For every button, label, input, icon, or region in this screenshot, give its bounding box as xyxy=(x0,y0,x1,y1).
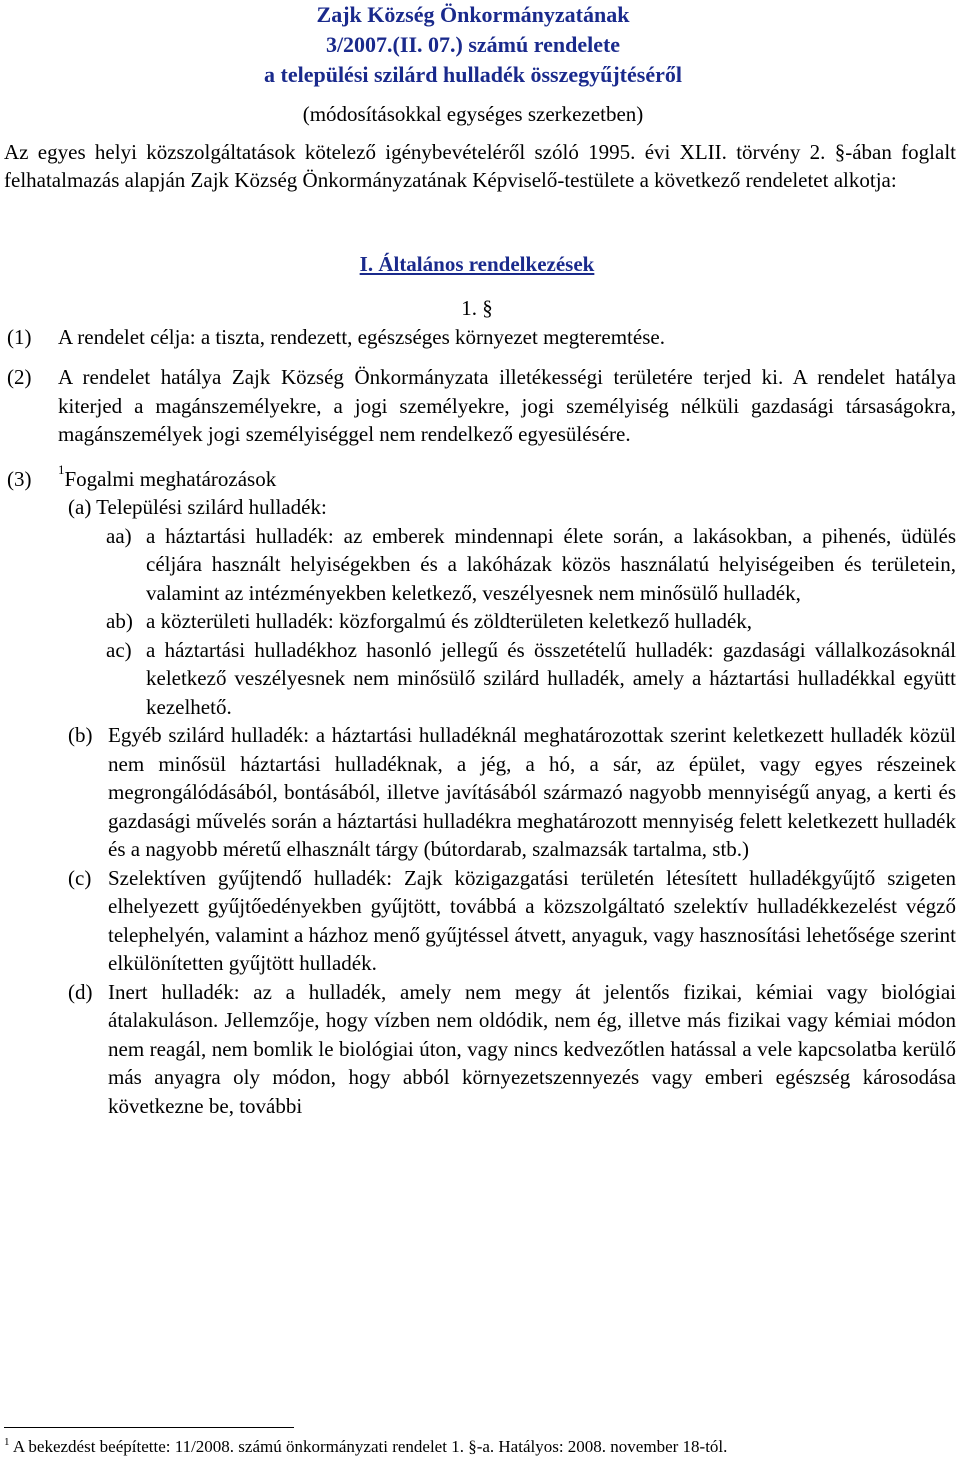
definition-b-label: (b) xyxy=(68,723,93,747)
definition-d-label: (d) xyxy=(68,979,93,1004)
paragraph-1 xyxy=(4,323,956,352)
definition-c-label: (c) xyxy=(68,865,92,890)
footnote-ref: 1 xyxy=(58,461,65,477)
document-page xyxy=(4,0,956,1120)
definition-b xyxy=(58,721,956,864)
definition-ac-text: a háztartási hulladékhoz hasonló jellegű és összetételű hulladék: gazdasági vállalkozásoknál keletkező veszélyesnek nem minősülő szilárd hulladék, amely a háztartási hulladékkal együtt kezelhető. xyxy=(146,637,956,719)
definition-d-text: Inert hulladék: az a hulladék, amely nem megy át jelentős fizikai, kémiai vagy biológiai átalakuláson. Jellemzője, hogy vízben nem oldódik, nem ég, illetve más fizikai vagy kémiai módon nem reagál, nem bomlik le biológiai úton, vagy nincs kedvezőtlen hatással a vele kapcsolatba kerülő más anyagra oly módon, hogy abból környezetszennyezés vagy emberi egészség károsodása következne be, további xyxy=(108,979,956,1118)
definition-ac xyxy=(58,636,956,722)
definition-d xyxy=(58,978,956,1121)
definition-aa-label: aa) xyxy=(106,523,132,548)
definition-c xyxy=(58,864,956,978)
footnote-number: 1 xyxy=(4,1436,10,1448)
definition-c-text: Szelektíven gyűjtendő hulladék: Zajk közigazgatási területén létesített hulladékgyűjtő szigeten elhelyezett gyűjtőedényekben gyűjtött, továbbá a közszolgáltató szelektív hulladékkezelést végző telephelyén, valamint a házhoz menő gyűjtéssel átvett, anyaguk, vagy hasznosítási lehetősége szerint elkülönítetten gyűjtött hulladék. xyxy=(108,865,956,975)
paragraph-1-number: (1) xyxy=(7,324,32,349)
paragraph-number: 1. § xyxy=(461,296,493,320)
definition-ac-label: ac) xyxy=(106,637,132,662)
paragraph-2-number: (2) xyxy=(7,365,32,389)
document-title xyxy=(4,0,956,90)
paragraph-3-title: Fogalmi meghatározások xyxy=(64,466,277,491)
definition-b-text: Egyéb szilárd hulladék: a háztartási hulladéknál meghatározottak szerint keletkezett hulladék közül nem minősül háztartási hulladéknak, a jég, a hó, a sár, az épület, vagy egyes részeinek megrongálódásából, bontásából, illetve javításából származó nagyobb mennyiségű anyag, a kerti és gazdasági művelés során a háztartási hulladékra meghatározott mennyiség felett keletkezett hulladék és a nagyobb méretű elhasznált tárgy (bútordarab, szalmazsák tartalma, stb.) xyxy=(108,723,956,861)
definition-aa-text: a háztartási hulladék: az emberek mindennapi élete során, a lakásokban, a pihenés, üdülés céljára használt helyiségekben és a lakóházak közös használatú helyiségeiben és területein, valamint az intézményekben keletkező, veszélyesnek nem minősülő hulladék, xyxy=(146,523,956,605)
definition-aa xyxy=(58,522,956,608)
paragraph-1-text: A rendelet célja: a tiszta, rendezett, egészséges környezet megteremtése. xyxy=(58,324,665,349)
footnote-text: A bekezdést beépítette: 11/2008. számú önkormányzati rendelet 1. §-a. Hatályos: 2008. november 18-tól. xyxy=(12,1437,728,1456)
paragraph-2-text: A rendelet hatálya Zajk Község Önkormányzata illetékességi területére terjed ki. A rendelet hatálya kiterjed a magánszemélyekre, a jogi személyekre, jogi személyiség nélküli gazdasági társaságokra, magánszemélyek jogi személyiséggel nem rendelkező egyesülésére. xyxy=(58,365,956,446)
definition-ab-text: a közterületi hulladék: közforgalmú és zöldterületen keletkező hulladék, xyxy=(146,609,753,633)
definition-a-label: (a) Települési szilárd hulladék: xyxy=(68,495,327,519)
definitions-block xyxy=(4,493,956,1120)
paragraph-2 xyxy=(4,363,956,449)
section-heading: I. Általános rendelkezések xyxy=(359,251,595,276)
paragraph-3-number: (3) xyxy=(7,466,32,491)
document-subtitle: (módosításokkal egységes szerkezetben) xyxy=(302,102,644,126)
footnote-divider xyxy=(4,1427,294,1428)
definition-ab xyxy=(58,607,956,636)
title-line-1: Zajk Község Önkormányzatának xyxy=(316,2,630,27)
definition-ab-label: ab) xyxy=(106,609,133,633)
paragraph-3 xyxy=(4,461,956,494)
title-line-3: a települési szilárd hulladék összegyűjtéséről xyxy=(264,62,682,87)
footnote xyxy=(4,1436,954,1458)
preamble: Az egyes helyi közszolgáltatások kötelező igénybevételéről szóló 1995. évi XLII. törvény 2. §-ában foglalt felhatalmazás alapján Zajk Község Önkormányzatának Képviselő-testülete a következő rendeletet alkotja: xyxy=(4,139,956,192)
title-line-2: 3/2007.(II. 07.) számú rendelete xyxy=(325,32,621,57)
